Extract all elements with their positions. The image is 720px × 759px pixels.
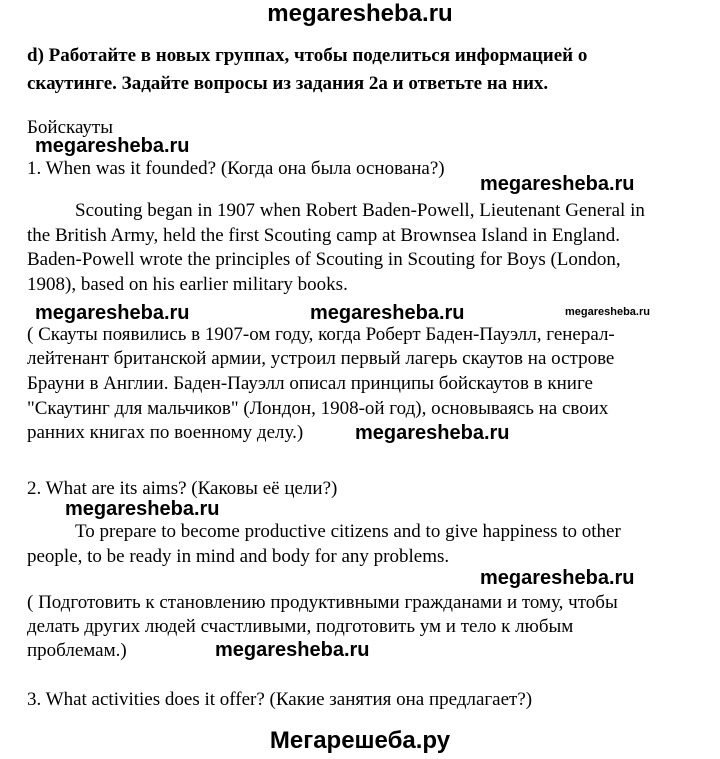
question-2: 2. What are its aims? (Каковы её цели?) [27,478,338,499]
answer-2-en-line: To prepare to become productive citizens and to give happiness to other [75,521,621,542]
answer-1-en-line: Baden-Powell wrote the principles of Scouting in Scouting for Boys (London, [27,249,621,270]
task-line-1: d) Работайте в новых группах, чтобы поделиться информацией о [27,45,588,66]
question-1: 1. When was it founded? (Когда она была основана?) [27,158,445,179]
answer-1-ru-line: лейтенант британской армии, устроил первый лагерь скаутов на острове [27,348,615,369]
answer-1-ru-line: Брауни в Англии. Баден-Пауэлл описал принципы бойскаутов в книге [27,373,593,394]
watermark: megaresheba.ru [310,302,465,324]
site-header: megaresheba.ru [267,0,453,27]
answer-1-en-line: the British Army, held the first Scouting camp at Brownsea Island in England. [27,225,620,246]
answer-2-ru-line: делать других людей счастливыми, подготовить ум и тело к любым [27,616,574,637]
watermark: megaresheba.ru [355,422,510,444]
answer-2-ru-line: ( Подготовить к становлению продуктивными гражданами и тому, чтобы [27,592,618,613]
answer-1-en-line: Scouting began in 1907 when Robert Baden-Powell, Lieutenant General in [75,200,645,221]
answer-2-en-line: people, to be ready in mind and body for any problems. [27,546,450,567]
section-title: Бойскауты [27,117,113,138]
question-3: 3. What activities does it offer? (Какие занятия она предлагает?) [27,689,533,710]
site-footer: Мегарешеба.ру [269,727,451,754]
watermark-small: megaresheba.ru [565,306,650,318]
answer-2-ru-line: проблемам.) [27,640,127,661]
answer-1-ru-line: "Скаутинг для мальчиков" (Лондон, 1908-ой год), основываясь на своих [27,398,609,419]
watermark: megaresheba.ru [65,498,220,520]
answer-1-ru-line: ранних книгах по военному делу.) [27,422,304,443]
answer-1-en-line: 1908), based on his earlier military books. [27,274,348,295]
watermark: megaresheba.ru [480,567,635,589]
watermark: megaresheba.ru [215,639,370,661]
watermark: megaresheba.ru [35,135,190,157]
watermark: megaresheba.ru [480,173,635,195]
task-line-2: скаутинге. Задайте вопросы из задания 2a и ответьте на них. [27,73,549,94]
answer-1-ru-line: ( Скауты появились в 1907-ом году, когда Роберт Баден-Пауэлл, генерал- [27,324,615,345]
watermark: megaresheba.ru [35,302,190,324]
